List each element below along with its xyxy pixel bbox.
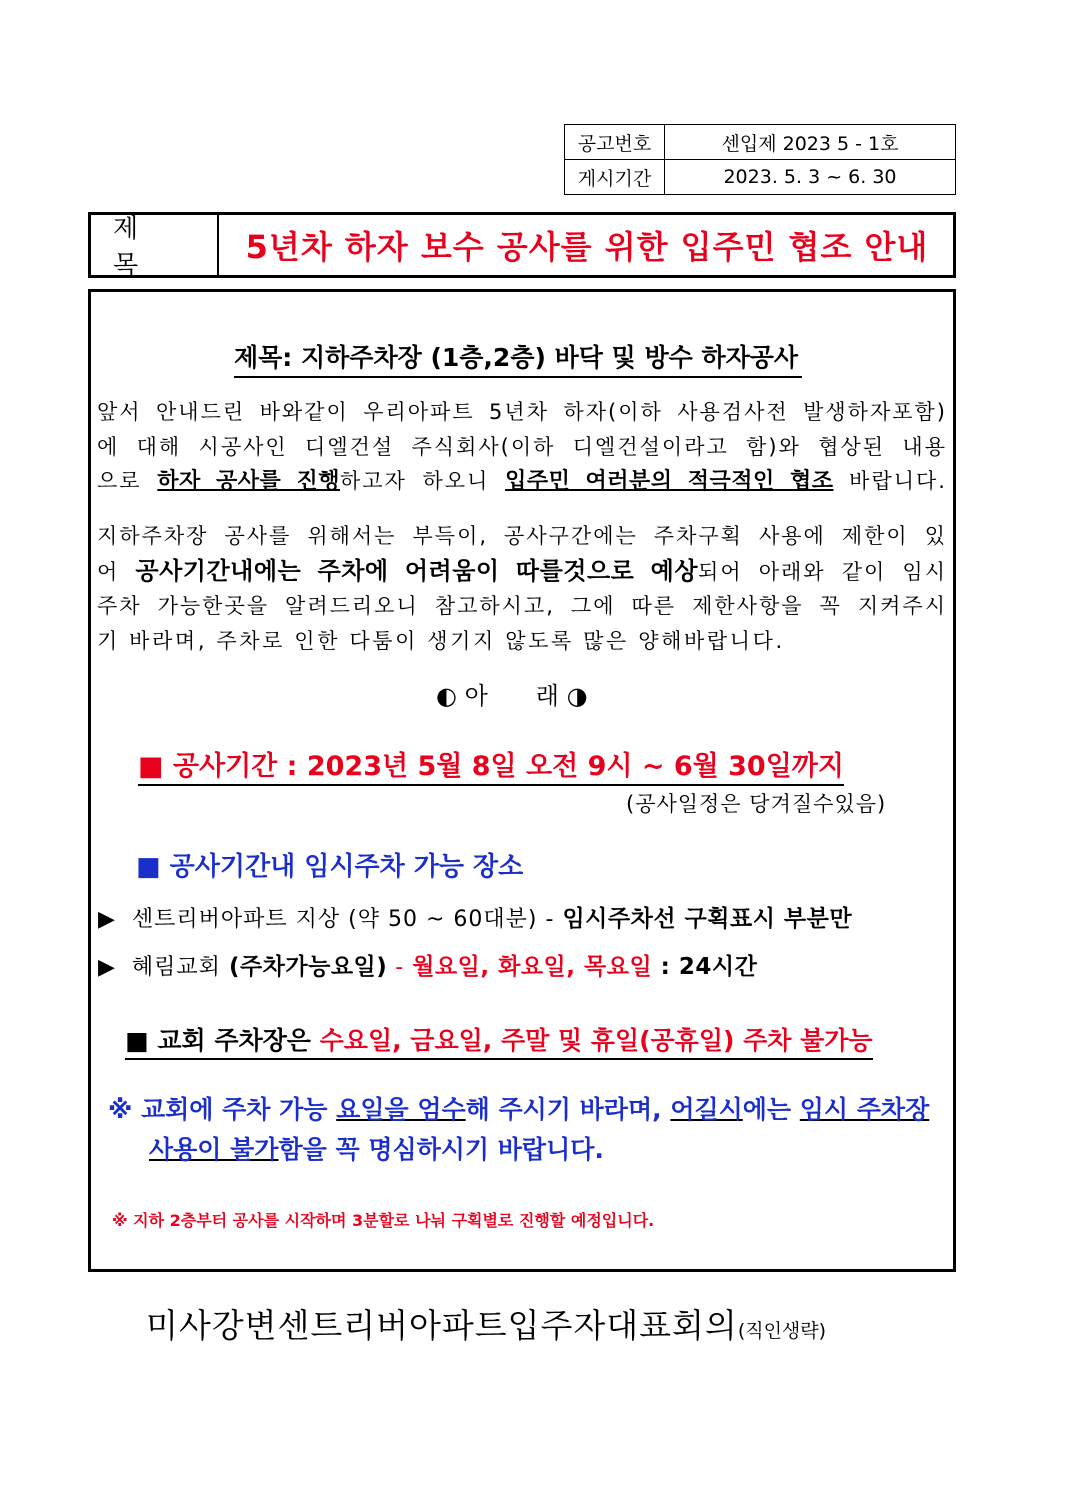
emphasis-parking-difficulty: 공사기간내에는 주차에 어려움이 따를것으로 예상 (135, 556, 699, 585)
location-detail: 임시주차선 구획표시 부분만 (562, 906, 853, 932)
location-item-church (98, 948, 757, 981)
arrow-right-icon: ▶ (98, 955, 116, 980)
separator: - (387, 955, 413, 980)
text-segment: 요일을 엄수 (336, 1095, 466, 1124)
period-note: (공사일정은 당겨질수있음) (626, 792, 887, 816)
construction-period: ■ 공사기간 : 2023년 5월 8일 오전 9시 ~ 6월 30일까지 (138, 744, 844, 786)
paragraph-1-line-3 (97, 464, 947, 500)
warning-line-1 (108, 1090, 929, 1126)
paragraph-1-line-1: 앞서 안내드린 바와같이 우리아파트 5년차 하자(이하 사용검사전 발생하자포함) (97, 400, 947, 424)
days-label: (주차가능요일) (228, 954, 388, 980)
location-name: 센트리버아파트 지상 (약 50 ~ 60대분) (131, 907, 538, 932)
subtitle: 제목: 지하주차장 (1층,2층) 바닥 및 방수 하자공사 (234, 338, 802, 378)
warning-line-2 (149, 1130, 604, 1166)
paragraph-2-line-2 (97, 554, 947, 590)
text-segment: 으로 (97, 469, 158, 493)
paragraph-2-line-3: 주차 가능한곳을 알려드리오니 참고하시고, 그에 따른 제한사항을 꼭 지켜주시 (97, 594, 947, 618)
text-segment: ■ 교회 주차장은 (125, 1026, 320, 1055)
text-segment: 함을 꼭 명심하시기 바랍니다. (278, 1135, 604, 1164)
text-segment: ※ 교회에 주차 가능 (108, 1095, 337, 1124)
text-segment: 되어 아래와 같이 임시 (698, 559, 947, 584)
notice-number-value: 센입제 2023 5 - 1호 (665, 125, 956, 160)
paragraph-2-line-1: 지하주차장 공사를 위해서는 부득이, 공사구간에는 주차구획 사용에 제한이 있 (97, 524, 947, 548)
arrow-right-icon: ▶ (98, 907, 116, 932)
title-box (88, 212, 956, 281)
separator: - (537, 907, 563, 932)
seal-note: (직인생략) (737, 1320, 827, 1342)
text-segment: 해 주시기 바라며, (465, 1095, 671, 1124)
text-segment: 에는 (742, 1095, 800, 1124)
no-parking-days: 수요일, 금요일, 주말 및 휴일(공휴일) 주차 불가능 (319, 1026, 873, 1055)
small-note: ※ 지하 2층부터 공사를 시작하며 3분할로 나눠 구획별로 진행할 예정입니다. (112, 1211, 655, 1230)
notice-number-label: 공고번호 (565, 125, 665, 160)
section-heading: ◐ 아 래 ◑ (436, 682, 588, 710)
parking-hours: : 24시간 (652, 954, 758, 980)
emphasis-cooperation: 입주민 여러분의 적극적인 협조 (505, 469, 834, 494)
posting-period-label: 게시기간 (565, 160, 665, 195)
notice-info-table (564, 124, 956, 195)
text-segment: 바랍니다. (833, 469, 947, 493)
temporary-parking-title: ■ 공사기간내 임시주차 가능 장소 (136, 852, 524, 882)
parking-days: 월요일, 화요일, 목요일 (412, 954, 653, 980)
paragraph-2-line-4: 기 바라며, 주차로 인한 다툼이 생기지 않도록 많은 양해바랍니다. (97, 628, 785, 653)
signer (146, 1300, 826, 1347)
paragraph-1 (97, 395, 947, 500)
location-item-apartment (98, 900, 852, 933)
text-segment: 하고자 하오니 (339, 469, 506, 493)
text-segment: 어길시 (670, 1095, 743, 1124)
text-segment: 임시 주차장 (799, 1095, 930, 1124)
document-title: 5년차 하자 보수 공사를 위한 입주민 협조 안내 (245, 228, 929, 266)
location-name: 혜림교회 (131, 955, 229, 980)
title-label: 제 목 (91, 215, 219, 275)
posting-period-value: 2023. 5. 3 ~ 6. 30 (665, 160, 956, 195)
text-segment: 사용이 불가 (149, 1135, 279, 1164)
emphasis-repair-work: 하자 공사를 진행 (157, 469, 340, 494)
signer-name: 미사강변센트리버아파트입주자대표회의 (146, 1306, 738, 1345)
church-parking-notice (125, 1021, 873, 1060)
paragraph-2 (97, 519, 947, 658)
text-segment: 어 (97, 559, 136, 584)
paragraph-1-line-2: 에 대해 시공사인 디엘건설 주식회사(이하 디엘건설이라고 함)와 협상된 내용 (97, 434, 947, 459)
